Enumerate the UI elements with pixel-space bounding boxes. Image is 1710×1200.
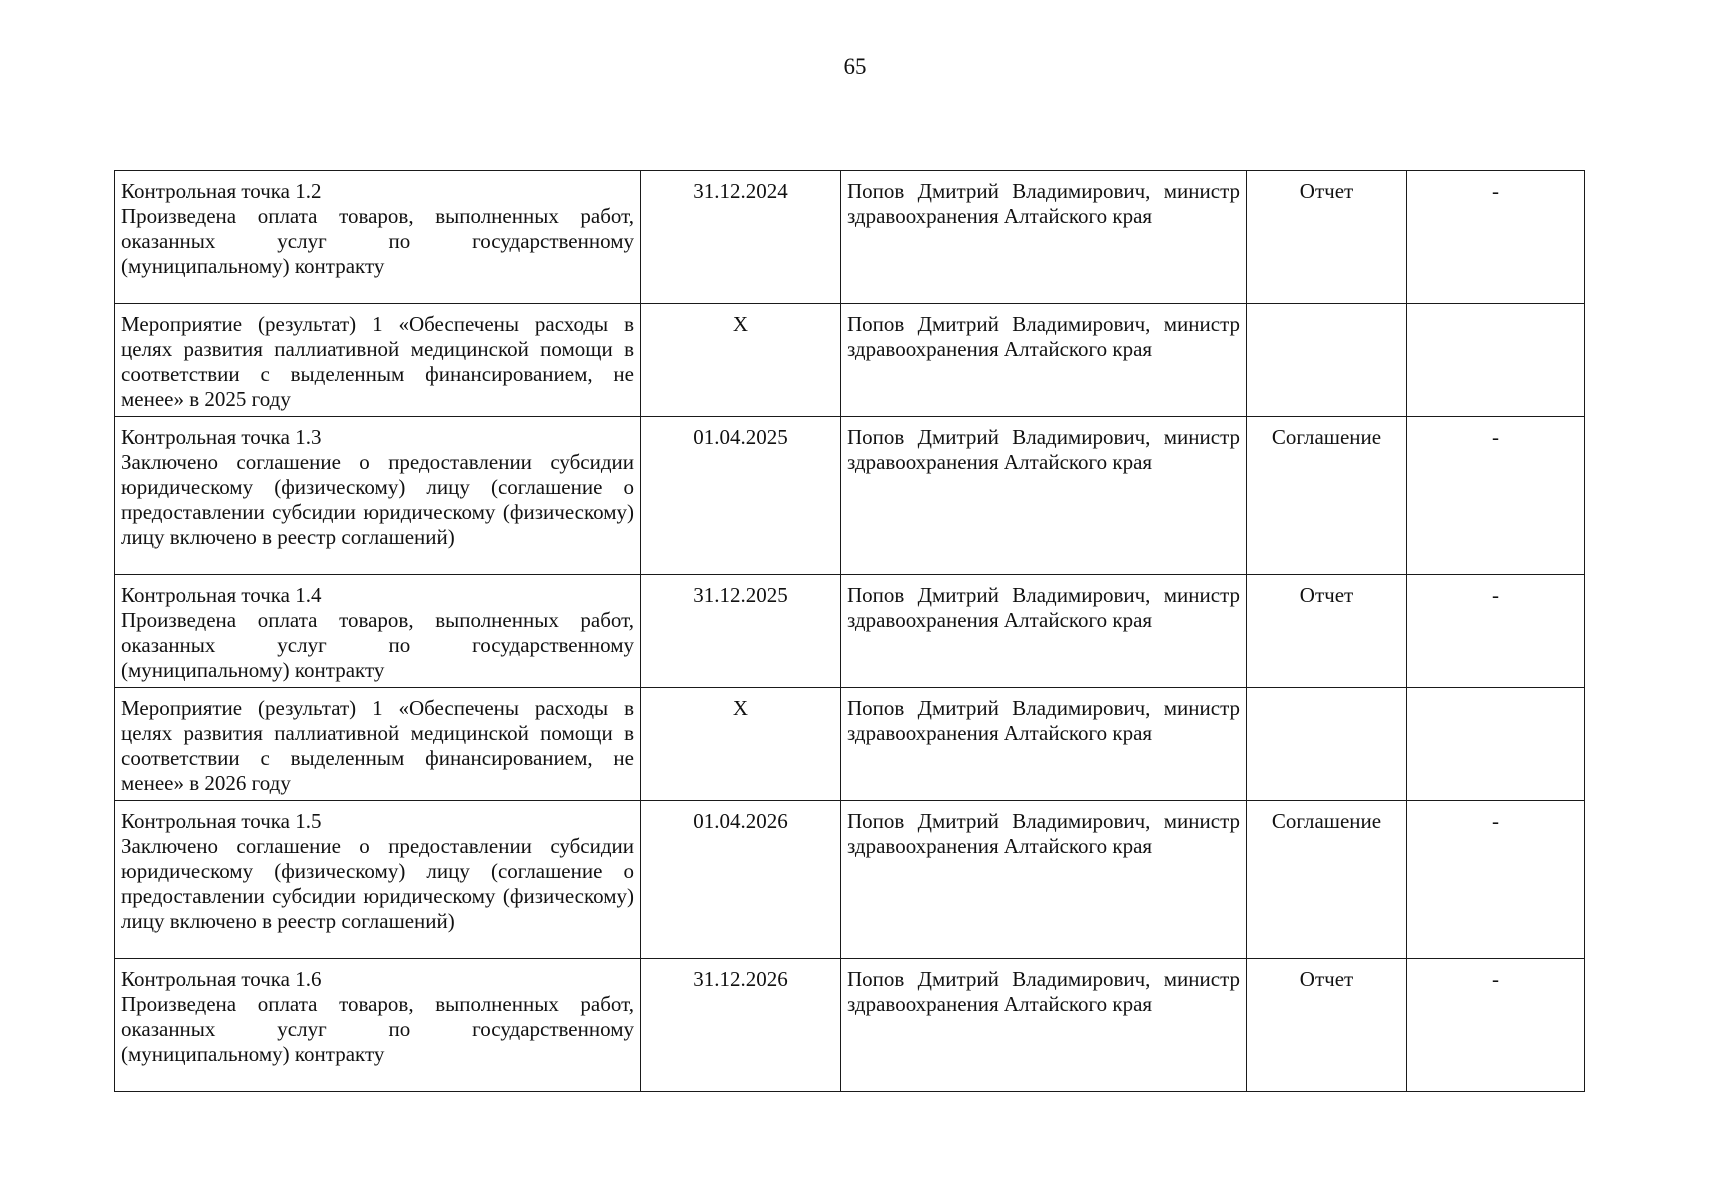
control-point-title: Контрольная точка 1.4 <box>121 583 322 607</box>
responsible-cell: Попов Дмитрий Владимирович, министр здравоохранения Алтайского края <box>841 304 1247 417</box>
responsible-cell: Попов Дмитрий Владимирович, министр здравоохранения Алтайского края <box>841 959 1247 1092</box>
date-cell: 31.12.2025 <box>641 575 841 688</box>
extra-cell: - <box>1407 171 1585 304</box>
date-cell: X <box>641 688 841 801</box>
date-cell: X <box>641 304 841 417</box>
extra-cell <box>1407 688 1585 801</box>
table-row <box>115 801 1585 959</box>
date-cell: 01.04.2025 <box>641 417 841 575</box>
table-row <box>115 171 1585 304</box>
control-point-title: Контрольная точка 1.6 <box>121 967 322 991</box>
responsible-cell: Попов Дмитрий Владимирович, министр здравоохранения Алтайского края <box>841 688 1247 801</box>
control-point-title: Контрольная точка 1.2 <box>121 179 322 203</box>
responsible-cell: Попов Дмитрий Владимирович, министр здравоохранения Алтайского края <box>841 171 1247 304</box>
document-type-cell: Отчет <box>1247 171 1407 304</box>
document-type-cell: Соглашение <box>1247 801 1407 959</box>
extra-cell: - <box>1407 575 1585 688</box>
date-cell: 31.12.2024 <box>641 171 841 304</box>
description-cell <box>115 959 641 1092</box>
date-cell: 31.12.2026 <box>641 959 841 1092</box>
control-points-table <box>114 170 1585 1092</box>
description-text: Произведена оплата товаров, выполненных работ, оказанных услуг по государственному (муниципальному) контракту <box>121 204 634 278</box>
document-type-cell <box>1247 304 1407 417</box>
document-type-cell: Отчет <box>1247 575 1407 688</box>
table-row <box>115 959 1585 1092</box>
document-type-cell <box>1247 688 1407 801</box>
extra-cell <box>1407 304 1585 417</box>
document-type-cell: Соглашение <box>1247 417 1407 575</box>
description-cell <box>115 575 641 688</box>
table-row <box>115 417 1585 575</box>
description-text: Произведена оплата товаров, выполненных работ, оказанных услуг по государственному (муниципальному) контракту <box>121 992 634 1066</box>
description-text: Мероприятие (результат) 1 «Обеспечены расходы в целях развития паллиативной медицинской помощи в соответствии с выделенным финансированием, не менее» в 2026 году <box>121 696 634 795</box>
control-point-title: Контрольная точка 1.3 <box>121 425 322 449</box>
description-cell <box>115 688 641 801</box>
date-cell: 01.04.2026 <box>641 801 841 959</box>
table-row <box>115 304 1585 417</box>
control-point-title: Контрольная точка 1.5 <box>121 809 322 833</box>
extra-cell: - <box>1407 959 1585 1092</box>
table-row <box>115 575 1585 688</box>
extra-cell: - <box>1407 801 1585 959</box>
description-text: Произведена оплата товаров, выполненных работ, оказанных услуг по государственному (муниципальному) контракту <box>121 608 634 682</box>
extra-cell: - <box>1407 417 1585 575</box>
description-text: Заключено соглашение о предоставлении субсидии юридическому (физическому) лицу (соглашение о предоставлении субсидии юридическому (физическому) лицу включено в реестр соглашений) <box>121 450 634 549</box>
description-text: Заключено соглашение о предоставлении субсидии юридическому (физическому) лицу (соглашение о предоставлении субсидии юридическому (физическому) лицу включено в реестр соглашений) <box>121 834 634 933</box>
description-cell <box>115 417 641 575</box>
page-number: 65 <box>843 54 867 79</box>
description-cell <box>115 171 641 304</box>
responsible-cell: Попов Дмитрий Владимирович, министр здравоохранения Алтайского края <box>841 575 1247 688</box>
document-type-cell: Отчет <box>1247 959 1407 1092</box>
table-row <box>115 688 1585 801</box>
responsible-cell: Попов Дмитрий Владимирович, министр здравоохранения Алтайского края <box>841 417 1247 575</box>
description-cell <box>115 304 641 417</box>
responsible-cell: Попов Дмитрий Владимирович, министр здравоохранения Алтайского края <box>841 801 1247 959</box>
description-text: Мероприятие (результат) 1 «Обеспечены расходы в целях развития паллиативной медицинской помощи в соответствии с выделенным финансированием, не менее» в 2025 году <box>121 312 634 411</box>
description-cell <box>115 801 641 959</box>
